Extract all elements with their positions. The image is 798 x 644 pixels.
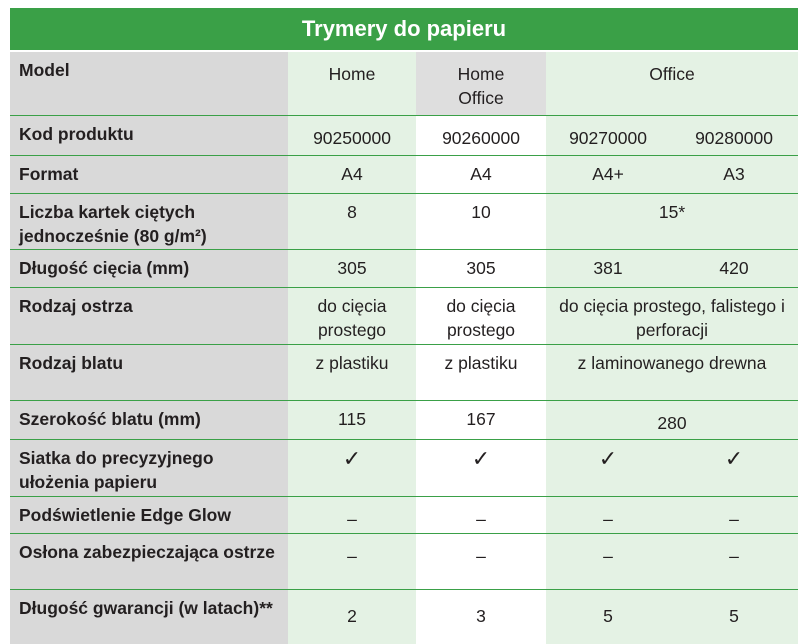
cell: z plastiku bbox=[416, 345, 546, 400]
row-gwarancja bbox=[10, 590, 798, 644]
dash: – bbox=[546, 534, 670, 589]
checkmark-icon: ✓ bbox=[670, 440, 798, 496]
cell: 15* bbox=[546, 194, 798, 249]
cell: 305 bbox=[416, 250, 546, 287]
cell: 305 bbox=[288, 250, 416, 287]
cell: A4 bbox=[416, 156, 546, 193]
cell: A4+ bbox=[546, 156, 670, 193]
cell: z plastiku bbox=[288, 345, 416, 400]
row-rodzaj-blatu bbox=[10, 345, 798, 401]
cell: do cięcia prostego, falistego i perforacji bbox=[546, 288, 798, 344]
table-title: Trymery do papieru bbox=[10, 8, 798, 52]
cell: 10 bbox=[416, 194, 546, 249]
row-dlugosc-ciecia bbox=[10, 250, 798, 288]
cell: 280 bbox=[546, 401, 798, 439]
cell: A3 bbox=[670, 156, 798, 193]
cell: 8 bbox=[288, 194, 416, 249]
cell-home: Home bbox=[288, 52, 416, 115]
row-label: Liczba kartek ciętych jednocześnie (80 g/m²) bbox=[10, 194, 288, 249]
cell-office: Office bbox=[546, 52, 798, 115]
row-label: Długość gwarancji (w latach)** bbox=[10, 590, 288, 644]
row-label: Format bbox=[10, 156, 288, 193]
row-label: Kod produktu bbox=[10, 116, 288, 155]
row-format bbox=[10, 156, 798, 194]
cell: do cięcia prostego bbox=[416, 288, 546, 344]
row-label: Rodzaj ostrza bbox=[10, 288, 288, 344]
dash: – bbox=[670, 534, 798, 589]
cell: 167 bbox=[416, 401, 546, 439]
cell: 5 bbox=[546, 590, 670, 644]
row-label: Szerokość blatu (mm) bbox=[10, 401, 288, 439]
row-kod-produktu bbox=[10, 116, 798, 156]
row-rodzaj-ostrza bbox=[10, 288, 798, 345]
checkmark-icon: ✓ bbox=[546, 440, 670, 496]
row-edge-glow bbox=[10, 497, 798, 534]
row-siatka bbox=[10, 440, 798, 497]
row-label: Model bbox=[10, 52, 288, 115]
cell: 90270000 bbox=[546, 116, 670, 155]
row-label: Podświetlenie Edge Glow bbox=[10, 497, 288, 533]
dash: – bbox=[546, 497, 670, 533]
row-szerokosc-blatu bbox=[10, 401, 798, 440]
cell: A4 bbox=[288, 156, 416, 193]
cell: 420 bbox=[670, 250, 798, 287]
row-label: Siatka do precyzyjnego ułożenia papieru bbox=[10, 440, 288, 496]
dash: – bbox=[288, 497, 416, 533]
dash: – bbox=[288, 534, 416, 589]
cell: 90280000 bbox=[670, 116, 798, 155]
checkmark-icon: ✓ bbox=[416, 440, 546, 496]
cell-home-office: Home Office bbox=[416, 52, 546, 115]
row-label: Rodzaj blatu bbox=[10, 345, 288, 400]
cell: 3 bbox=[416, 590, 546, 644]
row-liczba-kartek bbox=[10, 194, 798, 250]
cell: 5 bbox=[670, 590, 798, 644]
cell: 90260000 bbox=[416, 116, 546, 155]
checkmark-icon: ✓ bbox=[288, 440, 416, 496]
dash: – bbox=[670, 497, 798, 533]
row-oslona bbox=[10, 534, 798, 590]
trimmer-comparison-table bbox=[10, 8, 798, 644]
row-model bbox=[10, 52, 798, 116]
cell: 2 bbox=[288, 590, 416, 644]
dash: – bbox=[416, 534, 546, 589]
cell: do cięcia prostego bbox=[288, 288, 416, 344]
row-label: Osłona zabezpieczająca ostrze bbox=[10, 534, 288, 589]
cell: z laminowanego drewna bbox=[546, 345, 798, 400]
row-label: Długość cięcia (mm) bbox=[10, 250, 288, 287]
dash: – bbox=[416, 497, 546, 533]
cell: 90250000 bbox=[288, 116, 416, 155]
cell: 115 bbox=[288, 401, 416, 439]
cell: 381 bbox=[546, 250, 670, 287]
